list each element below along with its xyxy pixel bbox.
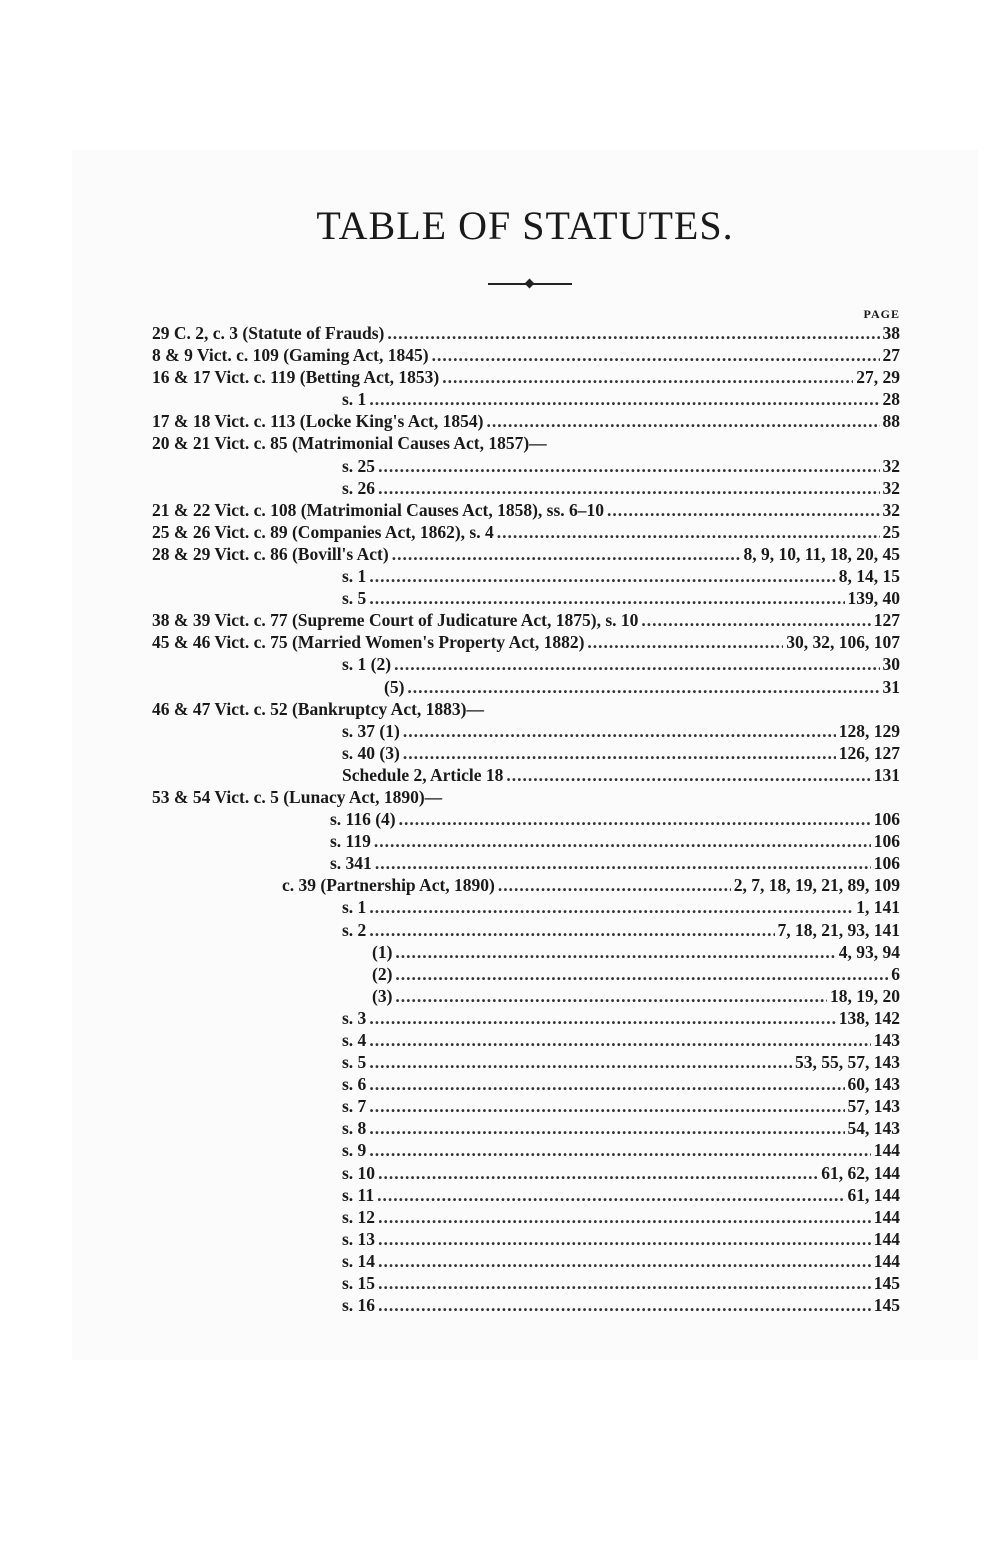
entry-label: 53 & 54 Vict. c. 5 (Lunacy Act, 1890)— [152,786,443,807]
diamond-ornament-icon [525,279,535,289]
statute-entry [72,676,978,698]
statute-entry [72,830,978,852]
statute-entry [72,499,978,521]
entry-page-refs: 144 [873,1250,900,1271]
entry-page-refs: 32 [882,499,900,520]
statute-entry [72,896,978,918]
entry-page-refs: 60, 143 [847,1074,900,1095]
dot-leader [369,1095,844,1117]
dot-leader [395,941,835,963]
entry-label: 16 & 17 Vict. c. 119 (Betting Act, 1853) [152,367,440,388]
entry-label: s. 5 [342,1052,367,1073]
entry-label: s. 1 [342,897,367,918]
dot-leader [395,985,827,1007]
dot-leader [378,455,879,477]
entry-label: 45 & 46 Vict. c. 75 (Married Women's Property Act, 1882) [152,632,585,653]
statute-entry [72,698,978,720]
entry-page-refs: 61, 144 [847,1184,900,1205]
statute-entry [72,764,978,786]
dot-leader [378,1272,871,1294]
entry-page-refs: 31 [882,676,900,697]
dot-leader [369,1007,835,1029]
dot-leader [369,1073,844,1095]
dot-leader [487,410,880,432]
statute-entry [72,874,978,896]
entry-label: s. 5 [342,588,367,609]
dot-leader [378,1162,818,1184]
entry-page-refs: 8, 14, 15 [838,566,900,587]
entry-page-refs: 144 [873,1206,900,1227]
dot-leader [378,1294,871,1316]
document-page [72,150,978,1360]
dot-leader [399,808,871,830]
entry-label: s. 9 [342,1140,367,1161]
dot-leader [369,1029,870,1051]
dot-leader [403,742,836,764]
entry-label: s. 6 [342,1074,367,1095]
statute-entry [72,631,978,653]
dot-leader [641,609,870,631]
dot-leader [497,521,880,543]
dot-leader [369,1139,870,1161]
dot-leader [375,852,871,874]
dot-leader [369,1117,844,1139]
statute-entry [72,410,978,432]
statute-entry [72,1272,978,1294]
statute-entry [72,852,978,874]
entry-label: c. 39 (Partnership Act, 1890) [282,875,495,896]
statute-entry [72,366,978,388]
entry-label: (1) [372,941,393,962]
entry-page-refs: 30, 32, 106, 107 [786,632,900,653]
statute-entry [72,344,978,366]
dot-leader [394,653,879,675]
entry-page-refs: 106 [873,853,900,874]
entry-page-refs: 138, 142 [838,1007,900,1028]
entry-label: (2) [372,963,393,984]
entry-page-refs: 53, 55, 57, 143 [795,1052,900,1073]
dot-leader [378,1206,871,1228]
entry-label: s. 40 (3) [342,742,400,763]
dot-leader [607,499,879,521]
dot-leader [587,631,783,653]
dot-leader [432,344,880,366]
entry-page-refs: 143 [873,1030,900,1050]
statute-entry [72,322,978,344]
entry-page-refs: 27 [882,345,900,366]
dot-leader [378,477,879,499]
statute-entry [72,432,978,454]
dot-leader [369,1051,792,1073]
entry-page-refs: 139, 40 [847,588,900,609]
statute-entry [72,521,978,543]
entry-page-refs: 145 [873,1295,900,1316]
entry-page-refs: 127 [873,610,900,631]
entry-page-refs: 30 [882,654,900,675]
dot-leader [498,874,731,896]
entry-label: s. 10 [342,1162,376,1183]
entry-label: s. 7 [342,1096,367,1117]
dot-leader [407,676,879,698]
entry-page-refs: 32 [882,455,900,476]
entry-label: 17 & 18 Vict. c. 113 (Locke King's Act, 1854) [152,411,484,432]
entry-page-refs: 27, 29 [856,367,900,388]
statute-entry [72,477,978,499]
dot-leader [387,322,879,344]
statute-entry [72,1073,978,1095]
entry-label: s. 8 [342,1118,367,1139]
entry-page-refs: 8, 9, 10, 11, 18, 20, 45 [743,543,900,564]
statute-entry [72,565,978,587]
entry-label: s. 1 [342,389,367,410]
entry-label: (3) [372,985,393,1006]
entry-label: s. 119 [330,831,371,852]
entry-page-refs: 145 [873,1273,900,1294]
entry-label: s. 4 [342,1030,367,1050]
statute-entry [72,786,978,808]
entry-label: s. 1 (2) [342,654,392,675]
entry-page-refs: 1, 141 [856,897,900,918]
statute-entry [72,1184,978,1206]
entry-page-refs: 88 [882,411,900,432]
statute-entry [72,1139,978,1161]
statute-entry [72,1117,978,1139]
statutes-list [72,322,978,1316]
entry-page-refs: 54, 143 [847,1118,900,1139]
dot-leader [392,543,741,565]
statute-entry [72,1007,978,1029]
dot-leader [369,919,774,941]
entry-page-refs: 32 [882,477,900,498]
entry-label: s. 14 [342,1250,376,1271]
entry-label: 38 & 39 Vict. c. 77 (Supreme Court of Judicature Act, 1875), s. 10 [152,610,639,631]
entry-label: (5) [384,676,405,697]
entry-label: s. 11 [342,1184,375,1205]
statute-entry [72,808,978,830]
entry-page-refs: 144 [873,1140,900,1161]
statute-entry [72,963,978,985]
statute-entry [72,543,978,565]
entry-label: s. 341 [330,853,372,874]
entry-label: 8 & 9 Vict. c. 109 (Gaming Act, 1845) [152,345,429,366]
entry-page-refs: 25 [882,521,900,542]
entry-page-refs: 61, 62, 144 [821,1162,900,1183]
dot-leader [378,1250,871,1272]
statute-entry [72,1294,978,1316]
entry-page-refs: 28 [882,389,900,410]
entry-page-refs: 128, 129 [838,720,900,741]
statute-entry [72,609,978,631]
entry-label: s. 15 [342,1273,376,1294]
statute-entry [72,1162,978,1184]
entry-page-refs: 7, 18, 21, 93, 141 [777,919,900,940]
statute-entry [72,1206,978,1228]
entry-label: 21 & 22 Vict. c. 108 (Matrimonial Causes Act, 1858), ss. 6–10 [152,499,605,520]
entry-page-refs: 38 [882,323,900,343]
statute-entry [72,720,978,742]
dot-leader [369,896,853,918]
entry-label: 29 C. 2, c. 3 (Statute of Frauds) [152,323,385,343]
dot-leader [395,963,888,985]
entry-label: s. 26 [342,477,376,498]
entry-page-refs: 57, 143 [847,1096,900,1117]
statute-entry [72,1029,978,1051]
entry-label: s. 1 [342,566,367,587]
statute-entry [72,1051,978,1073]
entry-page-refs: 106 [873,831,900,852]
statute-entry [72,742,978,764]
statute-entry [72,455,978,477]
entry-label: s. 16 [342,1295,376,1316]
statute-entry [72,941,978,963]
page-title: TABLE OF STATUTES. [316,203,734,248]
dot-leader [442,366,853,388]
dot-leader [378,1228,871,1250]
statute-entry [72,985,978,1007]
entry-label: s. 2 [342,919,367,940]
entry-page-refs: 18, 19, 20 [830,985,900,1006]
entry-page-refs: 4, 93, 94 [838,941,900,962]
entry-label: Schedule 2, Article 18 [342,764,504,785]
statute-entry [72,919,978,941]
dot-leader [374,830,871,852]
entry-label: 28 & 29 Vict. c. 86 (Bovill's Act) [152,543,389,564]
entry-label: s. 25 [342,455,376,476]
entry-page-refs: 6 [891,963,900,984]
statute-entry [72,587,978,609]
dot-leader [369,388,879,410]
entry-label: 25 & 26 Vict. c. 89 (Companies Act, 1862), s. 4 [152,521,494,542]
entry-label: 20 & 21 Vict. c. 85 (Matrimonial Causes Act, 1857)— [152,433,547,454]
statute-entry [72,388,978,410]
entry-page-refs: 106 [873,809,900,830]
title-ornament [488,280,572,288]
dot-leader [506,764,870,786]
statute-entry [72,1250,978,1272]
statute-entry [72,653,978,675]
statute-entry [72,1228,978,1250]
entry-label: 46 & 47 Vict. c. 52 (Bankruptcy Act, 1883)— [152,698,484,719]
entry-label: s. 116 (4) [330,809,396,830]
entry-page-refs: 126, 127 [838,742,900,763]
dot-leader [377,1184,844,1206]
entry-label: s. 3 [342,1007,367,1028]
entry-page-refs: 131 [873,764,900,785]
entry-label: s. 12 [342,1206,376,1227]
dot-leader [403,720,836,742]
entry-page-refs: 2, 7, 18, 19, 21, 89, 109 [733,875,900,896]
page-column-header: PAGE [863,307,900,321]
dot-leader [369,587,844,609]
dot-leader [369,565,835,587]
entry-label: s. 13 [342,1228,376,1249]
statute-entry [72,1095,978,1117]
entry-label: s. 37 (1) [342,720,400,741]
entry-page-refs: 144 [873,1228,900,1249]
